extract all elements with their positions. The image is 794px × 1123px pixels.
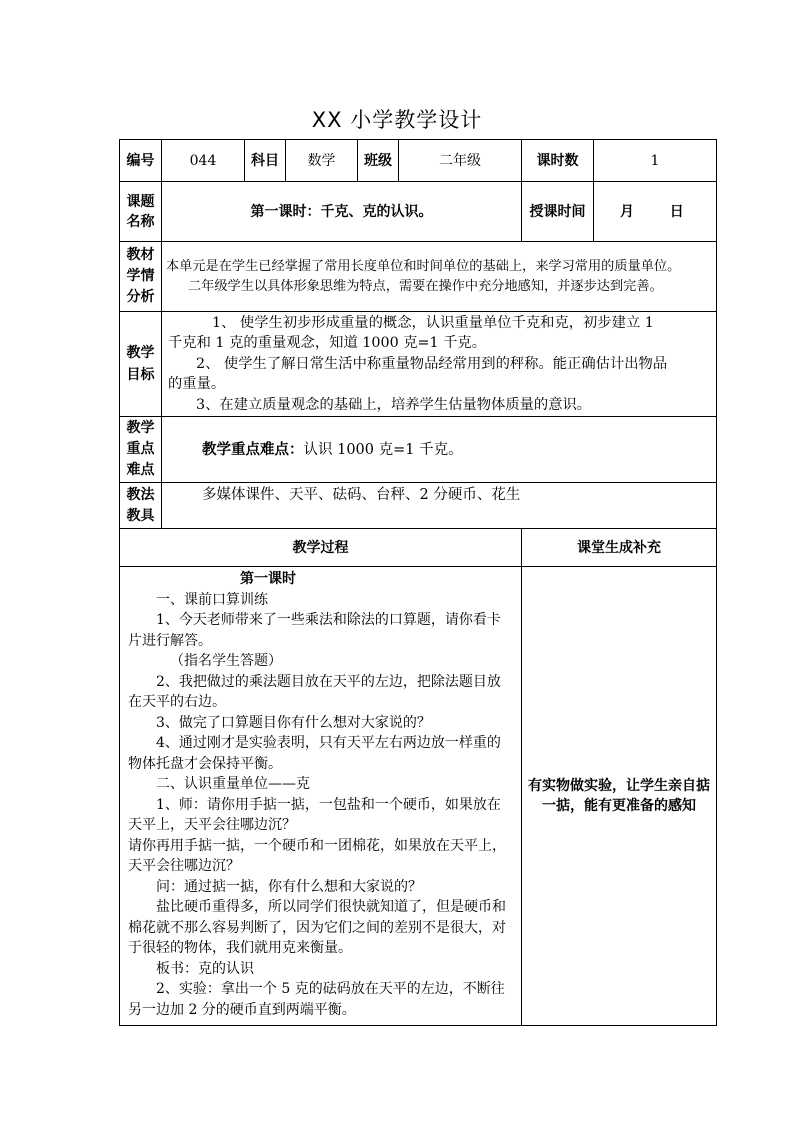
goals-label-2: 目标 (126, 367, 155, 383)
analysis-label-3: 分析 (126, 289, 155, 305)
day-label: 日 (669, 203, 684, 220)
process-row (120, 567, 717, 1026)
topic-label-line1: 课题 (126, 193, 155, 210)
hours-label: 课时数 (522, 140, 594, 182)
process-line: 二、认识重量单位——克 (156, 776, 310, 792)
process-line: 第一课时 (240, 571, 296, 587)
key-points-label-3: 难点 (126, 462, 155, 478)
analysis-row (120, 242, 717, 312)
process-line: 请你再用手掂一掂，一个硬币和一团棉花，如果放在天平上， (128, 837, 506, 854)
analysis-label-2: 学情 (126, 268, 155, 284)
key-points-label-1: 教学 (126, 420, 155, 436)
key-points-label-2: 重点 (126, 441, 155, 457)
topic-label (120, 182, 162, 242)
class-time-value (594, 182, 717, 242)
process-line: 棉花就不那么容易判断了，因为它们之间的差别不是很大，对 (128, 919, 506, 936)
process-line: 3、做完了口算题目你有什么想对大家说的？ (156, 714, 431, 731)
key-points-label (120, 417, 162, 483)
subject-value: 数学 (286, 140, 358, 182)
process-line: （指名学生答题） (170, 653, 282, 669)
process-line: 天平会往哪边沉？ (128, 858, 240, 874)
tools-label-1: 教法 (126, 486, 155, 503)
header-row (120, 140, 717, 182)
number-label: 编号 (120, 140, 162, 182)
process-header-right: 课堂生成补充 (522, 529, 717, 567)
number-value: 044 (162, 140, 245, 182)
month-label: 月 (620, 203, 634, 220)
process-line: 板书：克的认识 (156, 960, 254, 977)
goal-line-1: 1、 使学生初步形成重量的概念，认识重量单位千克和克，初步建立 1 (212, 314, 654, 331)
hours-value: 1 (594, 140, 717, 182)
analysis-label (120, 242, 162, 312)
key-points-text: 认识 1000 克=1 千克。 (303, 441, 463, 458)
goals-content (162, 312, 717, 417)
subject-label: 科目 (245, 140, 286, 182)
tools-content: 多媒体课件、天平、砝码、台秤、2 分硬币、花生 (162, 483, 717, 529)
key-points-row (120, 417, 717, 483)
process-line: 盐比硬币重得多，所以同学们很快就知道了，但是硬币和 (156, 899, 506, 915)
goal-line-2: 千克和 1 克的重量观念，知道 1000 克=1 千克。 (168, 335, 487, 352)
grade-label: 班级 (358, 140, 399, 182)
process-header-row (120, 529, 717, 567)
analysis-label-1: 教材 (126, 247, 155, 263)
process-line: 1、今天老师带来了一些乘法和除法的口算题，请你看卡 (156, 612, 501, 628)
process-line: 2、实验：拿出一个 5 克的砝码放在天平的左边，不断往 (156, 981, 505, 997)
process-line: 在天平的右边。 (128, 694, 226, 710)
process-line: 天平上，天平会往哪边沉？ (128, 817, 296, 833)
side-note: 有实物做实验，让学生亲自掂一掂，能有更准备的感知 (522, 567, 717, 1026)
goal-line-5: 3、在建立质量观念的基础上，培养学生估量物体质量的意识。 (196, 396, 592, 413)
process-line: 物体托盘才会保持平衡。 (128, 755, 282, 772)
analysis-content (162, 242, 717, 312)
tools-label (120, 483, 162, 529)
process-line: 1、师：请你用手掂一掂，一包盐和一个硬币，如果放在 (156, 796, 501, 813)
goal-line-4: 的重量。 (168, 376, 226, 393)
class-time-label: 授课时间 (522, 182, 594, 242)
page-title: XX 小学教学设计 (311, 108, 483, 132)
process-line: 问：通过掂一掂，你有什么想和大家说的？ (156, 878, 422, 895)
process-lines (128, 569, 517, 1020)
topic-label-line2: 名称 (126, 213, 155, 230)
goals-label (120, 312, 162, 417)
goals-row (120, 312, 717, 417)
goal-line-3: 2、 使学生了解日常生活中称重量物品经常用到的秤称。能正确估计出物品 (196, 355, 668, 372)
goals-label-1: 教学 (126, 345, 155, 361)
key-points-content (162, 417, 717, 483)
key-points-prefix: 教学重点难点： (202, 441, 304, 458)
process-header-left: 教学过程 (120, 529, 522, 567)
lesson-plan-table (119, 139, 717, 1026)
process-line: 片进行解答。 (128, 632, 212, 649)
grade-value: 二年级 (399, 140, 522, 182)
process-line: 于很轻的物体，我们就用克来衡量。 (128, 940, 352, 956)
process-content (120, 567, 522, 1026)
topic-row (120, 182, 717, 242)
process-line: 4、通过刚才是实验表明，只有天平左右两边放一样重的 (156, 735, 501, 751)
tools-label-2: 教具 (126, 507, 155, 524)
process-line: 另一边加 2 分的硬币直到两端平衡。 (128, 1001, 356, 1018)
process-line: 2、我把做过的乘法题目放在天平的左边，把除法题目放 (156, 673, 501, 690)
topic-value: 第一课时：千克、克的认识。 (162, 182, 522, 242)
analysis-line-1: 本单元是在学生已经掌握了常用长度单位和时间单位的基础上，来学习常用的质量单位。 (166, 258, 681, 274)
process-line: 一、课前口算训练 (156, 591, 268, 608)
analysis-line-2: 二年级学生以具体形象思维为特点，需要在操作中充分地感知，并逐步达到完善。 (188, 278, 663, 294)
tools-row (120, 483, 717, 529)
